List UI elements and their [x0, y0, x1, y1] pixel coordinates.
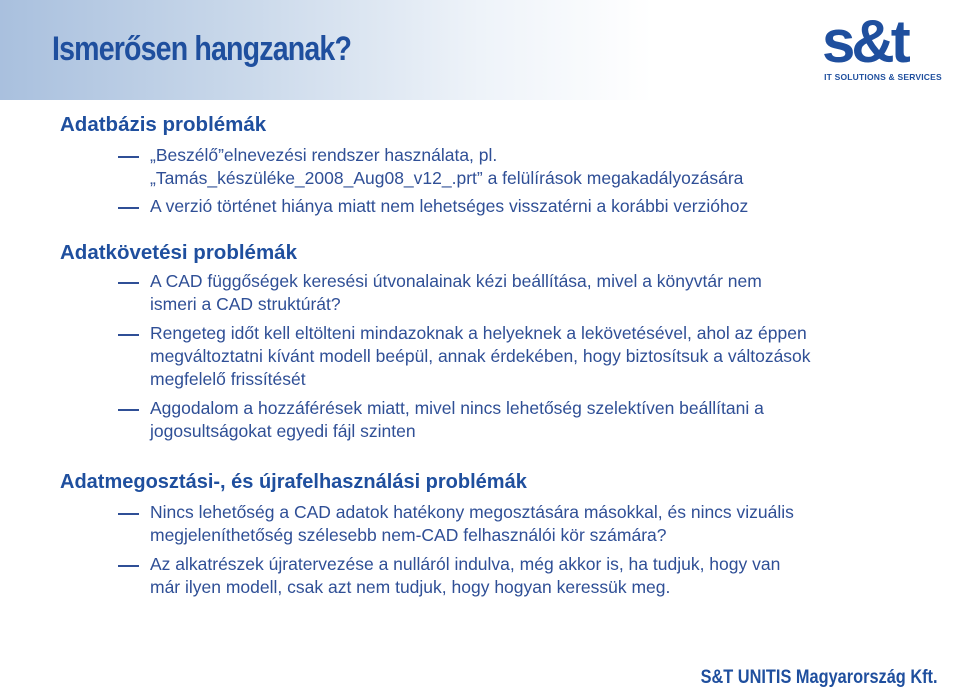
dash-bullet-icon [118, 513, 139, 515]
logo-tagline: IT SOLUTIONS & SERVICES [824, 72, 942, 82]
list-item-line: „Tamás_készüléke_2008_Aug08_v12_.prt” a felülírások megakadályozására [150, 168, 744, 188]
list-item-line: Az alkatrészek újratervezése a nulláról indulva, még akkor is, ha tudjuk, hogy van [150, 554, 781, 574]
slide-title: Ismerősen hangzanak? [52, 30, 352, 68]
slide-content [60, 112, 940, 599]
company-logo [820, 8, 946, 88]
section-heading-tracking: Adatkövetési problémák [60, 241, 297, 264]
dash-bullet-icon [118, 282, 139, 284]
dash-bullet-icon [118, 207, 139, 209]
logo-wordmark: s&t [822, 8, 907, 70]
list-item [60, 144, 940, 190]
list-item-line: Nincs lehetőség a CAD adatok hatékony megosztására másokkal, és nincs vizuális [150, 502, 794, 522]
list-item-line: A CAD függőségek keresési útvonalainak kézi beállítása, mivel a könyvtár nem [150, 271, 762, 291]
dash-bullet-icon [118, 409, 139, 411]
footer-company-name: S&T UNITIS Magyarország Kft. [701, 667, 938, 688]
logo-mark-icon [820, 8, 946, 70]
section-heading-sharing: Adatmegosztási-, és újrafelhasználási problémák [60, 471, 527, 493]
list-item-line: „Beszélő”elnevezési rendszer használata, pl. [150, 145, 498, 165]
list-item-line: ismeri a CAD struktúrát? [150, 294, 341, 314]
list-item-line: már ilyen modell, csak azt nem tudjuk, hogy hogyan keressük meg. [150, 577, 671, 597]
bullet-list-sharing [60, 501, 940, 599]
list-item [60, 397, 940, 443]
dash-bullet-icon [118, 334, 139, 336]
list-item-line: megváltoztatni kívánt modell beépül, annak érdekében, hogy biztosítsuk a változások [150, 346, 811, 366]
list-item [60, 322, 940, 391]
bullet-list-database [60, 144, 940, 218]
list-item [60, 270, 940, 316]
list-item-line: jogosultságokat egyedi fájl szinten [150, 421, 416, 441]
dash-bullet-icon [118, 565, 139, 567]
dash-bullet-icon [118, 156, 139, 158]
list-item-line: Rengeteg időt kell eltölteni mindazoknak a helyeknek a lekövetésével, ahol az éppen [150, 323, 807, 343]
bullet-list-tracking [60, 270, 940, 443]
list-item-line: Aggodalom a hozzáférések miatt, mivel nincs lehetőség szelektíven beállítani a [150, 398, 764, 418]
list-item [60, 195, 940, 218]
list-item [60, 501, 940, 547]
list-item-line: megfelelő frissítését [150, 369, 306, 389]
list-item-line: A verzió történet hiánya miatt nem lehetséges visszatérni a korábbi verzióhoz [150, 196, 749, 216]
list-item [60, 553, 940, 599]
list-item-line: megjeleníthetőség szélesebb nem-CAD felhasználói kör számára? [150, 525, 667, 545]
section-heading-database: Adatbázis problémák [60, 113, 267, 136]
